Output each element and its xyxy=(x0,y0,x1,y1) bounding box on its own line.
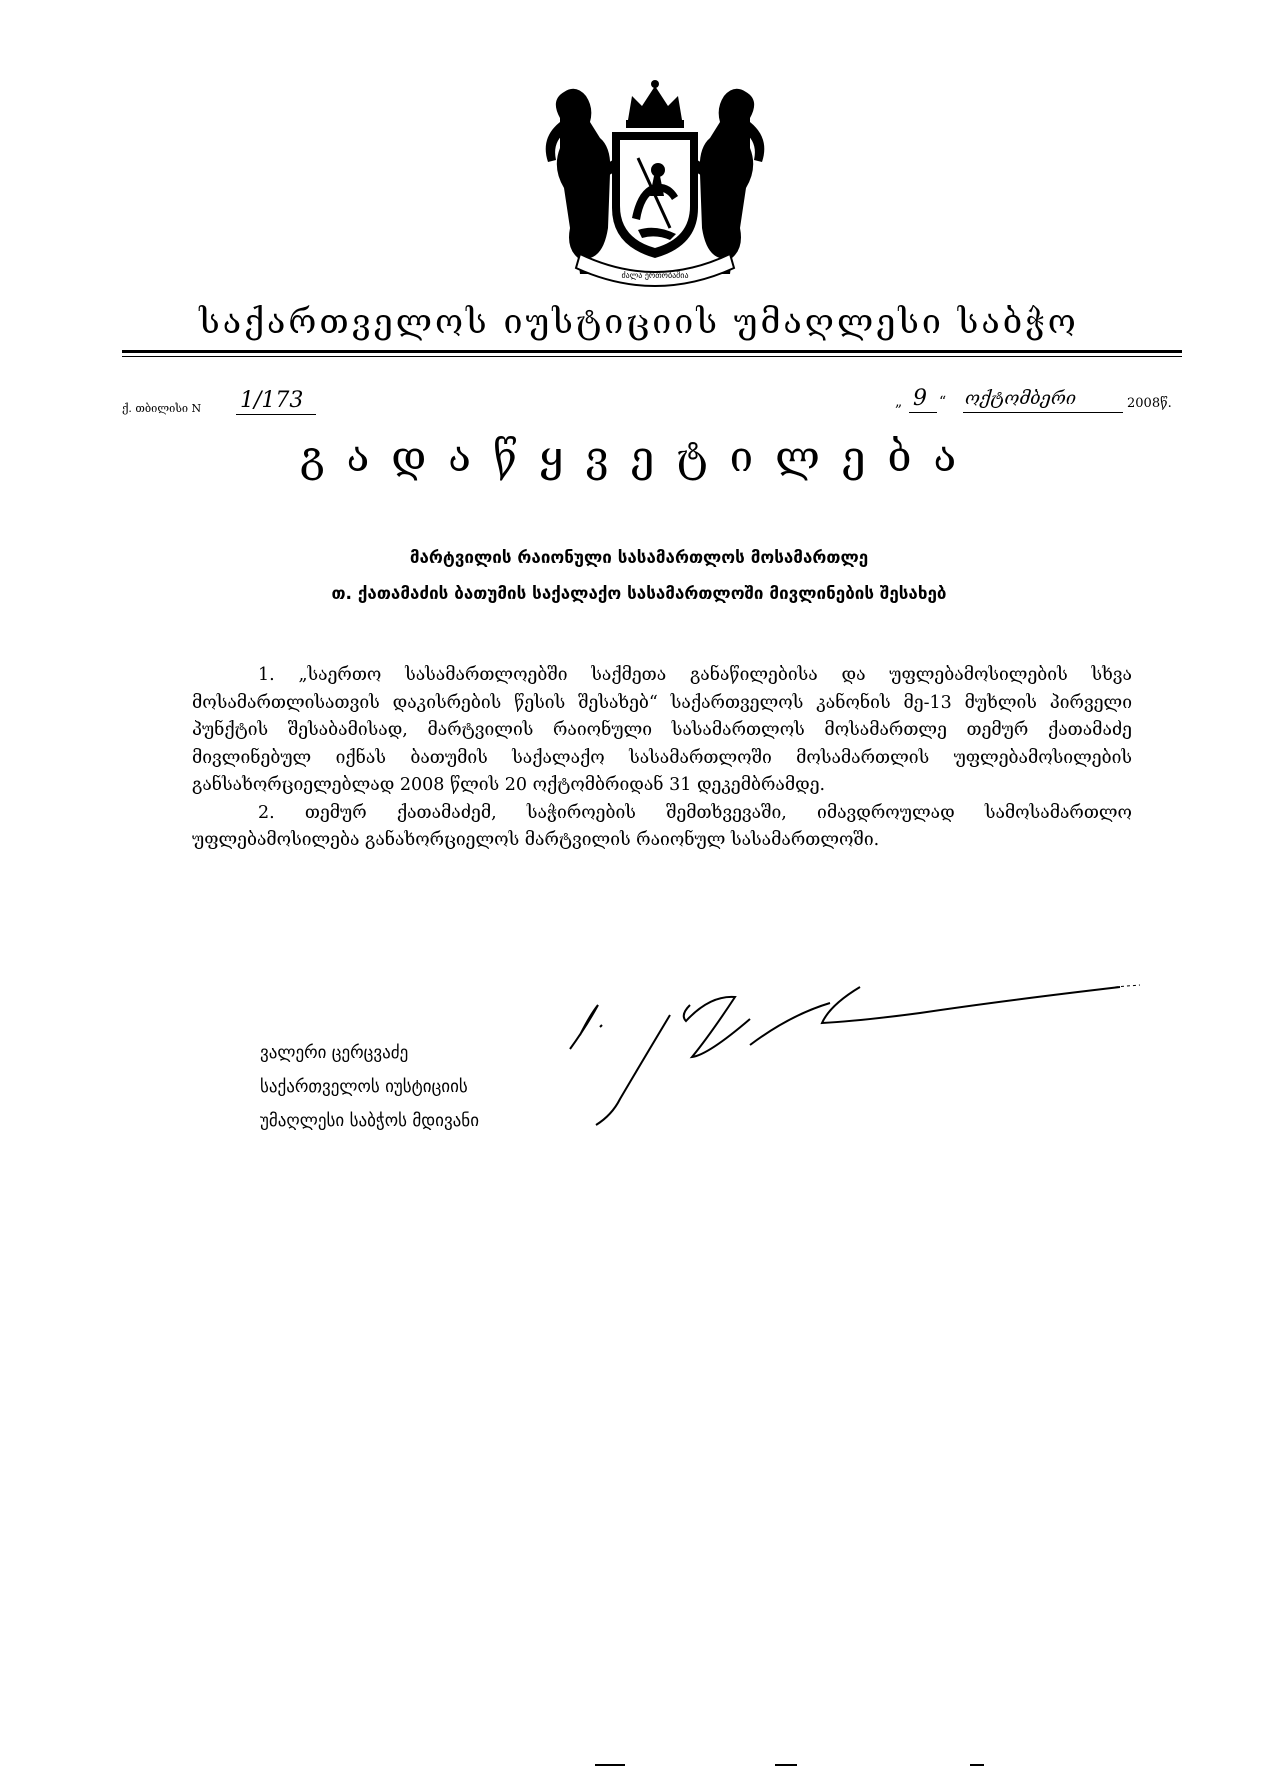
date-month: ოქტომბერი xyxy=(965,388,1077,409)
left-lion-icon xyxy=(546,89,618,274)
header-rule-thick xyxy=(122,350,1182,353)
motto-text: ძალა ერთობაშია xyxy=(621,271,689,280)
scan-footer-marks xyxy=(0,1764,1278,1770)
coat-of-arms-emblem xyxy=(520,78,790,298)
subject-line-1: მარტვილის რაიონული სასამართლოს მოსამართლე xyxy=(409,548,869,568)
signatory-position-line-1: საქართველოს იუსტიციის xyxy=(260,1077,468,1097)
document-title: გადაწყვეტილება xyxy=(299,432,979,481)
signatory-position-line-2: უმაღლესი საბჭოს მდივანი xyxy=(260,1111,479,1131)
header-rule-thin xyxy=(122,356,1182,357)
right-lion-icon xyxy=(692,89,764,274)
document-subject xyxy=(0,540,1278,612)
motto-ribbon xyxy=(576,254,734,286)
date-quote-open: „ xyxy=(895,394,903,410)
date-year: 2008წ. xyxy=(1127,396,1172,411)
crown-icon xyxy=(626,80,684,128)
document-number-value: 1/173 xyxy=(240,388,304,413)
handwritten-signature xyxy=(560,975,1140,1130)
date-day: 9 xyxy=(913,386,927,411)
subject-line-2: თ. ქათამაძის ბათუმის საქალაქო სასამართლოში მივლინების შესახებ xyxy=(331,584,947,604)
date-day-underline xyxy=(909,412,937,413)
document-number-label: ქ. თბილისი N xyxy=(122,402,202,415)
signatory-block xyxy=(260,1036,479,1138)
organization-title: საქართველოს იუსტიციის უმაღლესი საბჭო xyxy=(199,302,1079,342)
date-month-underline xyxy=(963,412,1123,413)
document-date xyxy=(895,388,1195,418)
date-quote-close: “ xyxy=(939,394,947,410)
document-body xyxy=(192,662,1132,855)
body-paragraph-1: 1. „საერთო სასამართლოებში საქმეთა განაწილებისა და უფლებამოსილების სხვა მოსამართლისათვის დაკისრების წესის შესახებ“ საქართველოს კანონის მე-13 მუხლის პირველი პუნქტის შესაბამისად, მარტვილის რაიონული სასამართლოს მოსამართლე თემურ ქათამაძე მივლინებულ იქნას ბათუმის საქალაქო სასამართლოში მოსამართლის უფლებამოსილების განსახორციელებლად 2008 წლის 20 ოქტომბრიდან 31 დეკემბრამდე. xyxy=(192,665,1132,795)
signatory-name: ვალერი ცერცვაძე xyxy=(260,1043,409,1063)
document-number-underline xyxy=(236,414,316,415)
body-paragraph-2: 2. თემურ ქათამაძემ, საჭიროების შემთხვევაში, იმავდროულად სამოსამართლო უფლებამოსილება განახორციელოს მარტვილის რაიონულ სასამართლოში. xyxy=(192,802,1132,850)
